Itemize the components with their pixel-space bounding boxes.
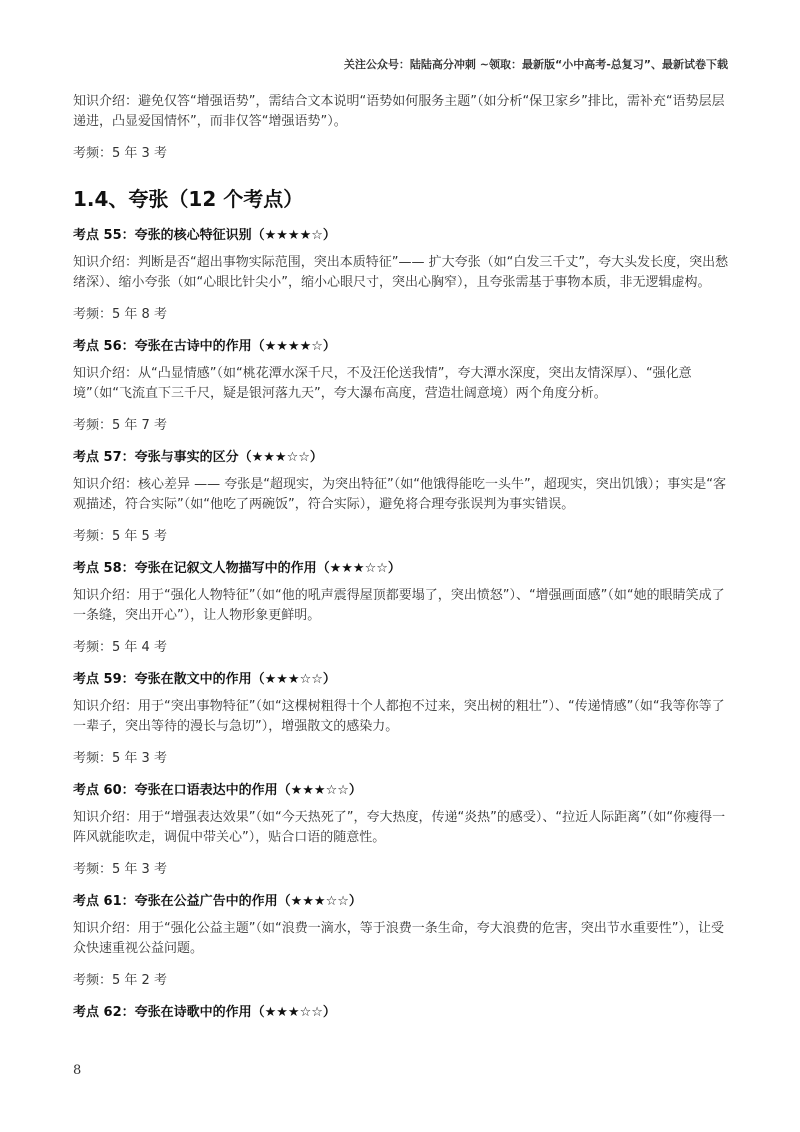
header-note: 关注公众号：陆陆高分冲刺 ~领取：最新版“小中高考-总复习”、最新试卷下载 xyxy=(343,58,728,71)
page-content xyxy=(73,92,729,1030)
intro-paragraph: 知识介绍：避免仅答“增强语势”，需结合文本说明“语势如何服务主题”（如分析“保卫家乡”排比，需补充“语势层层递进，凸显爱国情怀”，而非仅答“增强语势”）。 xyxy=(73,94,725,129)
item-title: 考点 61：夸张在公益广告中的作用（★★★☆☆） xyxy=(73,894,362,909)
item-title: 考点 56：夸张在古诗中的作用（★★★★☆） xyxy=(73,339,336,354)
item-title: 考点 59：夸张在散文中的作用（★★★☆☆） xyxy=(73,672,336,687)
item-frequency: 考频：5 年 5 考 xyxy=(73,529,167,544)
item-56 xyxy=(73,337,729,436)
item-frequency: 考频：5 年 2 考 xyxy=(73,973,167,988)
item-description: 知识介绍：判断是否“超出事物实际范围，突出本质特征”—— 扩大夸张（如“白发三千丈”，夸大头发长度，突出愁绪深）、缩小夸张（如“心眼比针尖小”，缩小心眼尺寸，突出心胸窄），且夸张需基于事物本质，非无逻辑虚构。 xyxy=(73,255,729,290)
item-title: 考点 57：夸张与事实的区分（★★★☆☆） xyxy=(73,450,323,465)
item-description: 知识介绍：从“凸显情感”（如“桃花潭水深千尺，不及汪伦送我情”，夸大潭水深度，突出友情深厚）、“强化意境”（如“飞流直下三千尺，疑是银河落九天”，夸大瀑布高度，营造壮阔意境）两个角度分析。 xyxy=(73,366,692,401)
item-59 xyxy=(73,670,729,769)
item-62 xyxy=(73,1003,729,1023)
item-description: 知识介绍：核心差异 —— 夸张是“超现实，为突出特征”（如“他饿得能吃一头牛”，超现实，突出饥饿）；事实是“客观描述，符合实际”（如“他吃了两碗饭”，符合实际），避免将合理夸张误判为事实错误。 xyxy=(73,477,726,512)
item-description: 知识介绍：用于“强化公益主题”（如“浪费一滴水，等于浪费一条生命，夸大浪费的危害，突出节水重要性”），让受众快速重视公益问题。 xyxy=(73,921,724,956)
item-title: 考点 55：夸张的核心特征识别（★★★★☆） xyxy=(73,228,336,243)
item-frequency: 考频：5 年 3 考 xyxy=(73,862,167,877)
item-title: 考点 62：夸张在诗歌中的作用（★★★☆☆） xyxy=(73,1005,336,1020)
item-60 xyxy=(73,781,729,880)
item-61 xyxy=(73,892,729,991)
section-title: 1.4、夸张（12 个考点） xyxy=(73,187,304,211)
item-frequency: 考频：5 年 4 考 xyxy=(73,640,167,655)
item-description: 知识介绍：用于“突出事物特征”（如“这棵树粗得十个人都抱不过来，突出树的粗壮”）、“传递情感”（如“我等你等了一辈子，突出等待的漫长与急切”），增强散文的感染力。 xyxy=(73,699,725,734)
item-frequency: 考频：5 年 3 考 xyxy=(73,751,167,766)
intro-frequency: 考频：5 年 3 考 xyxy=(73,146,167,161)
item-description: 知识介绍：用于“增强表达效果”（如“今天热死了”，夸大热度，传递“炎热”的感受）、“拉近人际距离”（如“你瘦得一阵风就能吹走，调侃中带关心”），贴合口语的随意性。 xyxy=(73,810,726,845)
item-description: 知识介绍：用于“强化人物特征”（如“他的吼声震得屋顶都要塌了，突出愤怒”）、“增强画面感”（如“她的眼睛笑成了一条缝，突出开心”），让人物形象更鲜明。 xyxy=(73,588,725,623)
item-58 xyxy=(73,559,729,658)
item-frequency: 考频：5 年 8 考 xyxy=(73,307,167,322)
page-number: 8 xyxy=(73,1063,82,1078)
item-57 xyxy=(73,448,729,547)
item-55 xyxy=(73,226,729,325)
item-frequency: 考频：5 年 7 考 xyxy=(73,418,167,433)
item-title: 考点 58：夸张在记叙文人物描写中的作用（★★★☆☆） xyxy=(73,561,401,576)
item-title: 考点 60：夸张在口语表达中的作用（★★★☆☆） xyxy=(73,783,362,798)
